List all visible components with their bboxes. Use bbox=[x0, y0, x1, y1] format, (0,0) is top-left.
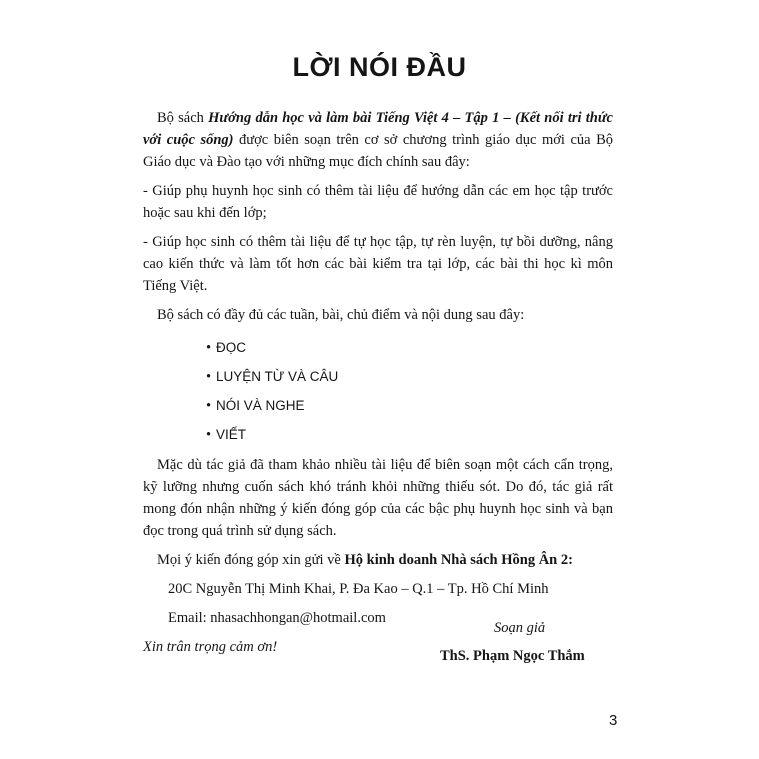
topic-label: ĐỌC bbox=[216, 340, 246, 355]
bullet-icon: • bbox=[206, 398, 212, 414]
thanks-line: Xin trân trọng cảm ơn! bbox=[143, 639, 278, 655]
bullet-icon: • bbox=[206, 369, 212, 385]
feedback-prefix: Mọi ý kiến đóng góp xin gửi về bbox=[157, 552, 345, 568]
feedback-line bbox=[143, 549, 613, 571]
purpose-item-2: - Giúp học sinh có thêm tài liệu để tự học tập, tự rèn luyện, tự bồi dưỡng, nâng cao kiến thức và làm tốt hơn các bài kiểm tra tại lớp, các bài thi học kì môn Tiếng Việt. bbox=[143, 234, 613, 294]
disclaimer-paragraph: Mặc dù tác giả đã tham khảo nhiều tài liệu để biên soạn một cách cẩn trọng, kỹ lưỡng nhưng cuốn sách khó tránh khỏi những thiếu sót. Do đó, tác giả rất mong đón nhận những ý kiến đóng góp của các bậc phụ huynh học sinh và bạn đọc trong quá trình sử dụng sách. bbox=[143, 457, 613, 539]
address-line: 20C Nguyễn Thị Minh Khai, P. Đa Kao – Q.1 – Tp. Hồ Chí Minh bbox=[168, 581, 549, 597]
feedback-org: Hộ kinh doanh Nhà sách Hồng Ân 2 bbox=[344, 552, 569, 568]
topic-item bbox=[206, 391, 613, 420]
topic-item bbox=[206, 420, 613, 449]
purpose-item-1: - Giúp phụ huynh học sinh có thêm tài liệu để hướng dẫn các em học tập trước hoặc sau khi đến lớp; bbox=[143, 183, 613, 221]
bullet-icon: • bbox=[206, 340, 212, 356]
intro-prefix: Bộ sách bbox=[157, 110, 209, 126]
topic-item bbox=[206, 362, 613, 391]
bullet-icon: • bbox=[206, 427, 212, 443]
intro-suffix: được biên soạn trên cơ sở chương trình giáo dục mới của Bộ Giáo dục và Đào tạo với những mục đích chính sau đây: bbox=[143, 132, 614, 170]
topic-list bbox=[143, 333, 613, 449]
preface-body bbox=[143, 107, 613, 665]
book-title: Hướng dẫn học và làm bài Tiếng Việt 4 – Tập 1 – (Kết nối tri thức với cuộc sống) bbox=[143, 110, 613, 148]
intro-paragraph bbox=[143, 107, 613, 173]
email-line: Email: nhasachhongan@hotmail.com bbox=[168, 610, 386, 626]
signer-name: ThS. Phạm Ngọc Thắm bbox=[440, 648, 585, 664]
topic-label: NÓI VÀ NGHE bbox=[216, 398, 305, 413]
page-title: LỜI NÓI ĐẦU bbox=[292, 52, 467, 82]
topic-label: VIẾT bbox=[216, 427, 247, 442]
signer-role: Soạn giả bbox=[494, 620, 546, 636]
topic-item bbox=[206, 333, 613, 362]
page-number: 3 bbox=[609, 712, 618, 729]
feedback-suffix: : bbox=[568, 552, 573, 568]
topic-label: LUYỆN TỪ VÀ CÂU bbox=[216, 369, 339, 384]
contents-intro: Bộ sách có đầy đủ các tuần, bài, chủ điểm và nội dung sau đây: bbox=[157, 307, 525, 323]
